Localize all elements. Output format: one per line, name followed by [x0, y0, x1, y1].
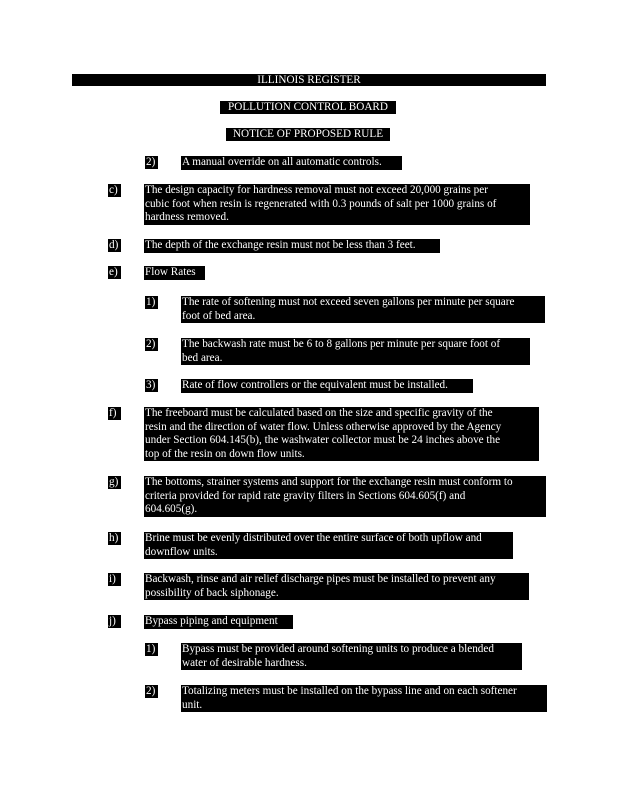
item-line: Brine must be evenly distributed over the entire surface of both upflow and — [145, 532, 482, 544]
item-line: foot of bed area. — [182, 309, 256, 322]
item-line: The freeboard must be calculated based on the size and specific gravity of the — [145, 407, 493, 419]
item-marker: d) — [108, 239, 121, 252]
item-text — [144, 615, 293, 629]
item-text — [144, 184, 530, 225]
item-line: The rate of softening must not exceed seven gallons per minute per square — [182, 296, 515, 308]
item-line: 604.605(g). — [145, 503, 198, 516]
item-text — [144, 407, 539, 461]
item-marker: 1) — [145, 296, 158, 309]
item-text — [181, 685, 547, 712]
item-text — [144, 239, 440, 253]
header-register: ILLINOIS REGISTER — [257, 74, 361, 86]
item-marker: i) — [108, 573, 121, 586]
item-line: Bypass must be provided around softening units to produce a blended — [182, 643, 494, 655]
item-marker: 1) — [145, 643, 158, 656]
item-line: The bottoms, strainer systems and support for the exchange resin must conform to — [145, 476, 513, 488]
item-line: top of the resin on down flow units. — [145, 447, 305, 460]
item-line: resin and the direction of water flow. Unless otherwise approved by the Agency — [145, 420, 502, 433]
item-text — [181, 643, 522, 670]
item-marker: e) — [108, 266, 121, 279]
item-line: bed area. — [182, 351, 223, 364]
item-text — [181, 156, 402, 170]
item-marker: 2) — [145, 338, 158, 351]
item-text — [144, 532, 513, 559]
item-line: downflow units. — [145, 545, 218, 558]
item-line: Totalizing meters must be installed on the bypass line and on each softener — [182, 685, 517, 697]
item-marker: 3) — [145, 379, 158, 392]
item-text — [144, 573, 529, 600]
item-marker: g) — [108, 476, 121, 489]
item-marker: 2) — [145, 156, 158, 169]
item-marker: c) — [108, 184, 121, 197]
header-notice: NOTICE OF PROPOSED RULE — [226, 128, 390, 141]
item-line: Flow Rates — [145, 266, 196, 278]
item-line: The depth of the exchange resin must not be less than 3 feet. — [145, 239, 416, 251]
item-line: The backwash rate must be 6 to 8 gallons per minute per square foot of — [182, 338, 501, 350]
item-line: A manual override on all automatic controls. — [182, 156, 382, 168]
item-line: water of desirable hardness. — [182, 656, 307, 669]
header-board: POLLUTION CONTROL BOARD — [220, 101, 396, 114]
item-marker: h) — [108, 532, 121, 545]
item-line: Bypass piping and equipment — [145, 615, 278, 627]
item-text — [144, 266, 205, 280]
item-line: criteria provided for rapid rate gravity filters in Sections 604.605(f) and — [145, 489, 466, 502]
item-text — [181, 379, 473, 393]
item-marker: 2) — [145, 685, 158, 698]
item-marker: j) — [108, 615, 121, 628]
item-text — [181, 296, 545, 323]
item-text — [144, 476, 546, 517]
item-line: The design capacity for hardness removal must not exceed 20,000 grains per — [145, 184, 488, 196]
item-line: cubic foot when resin is regenerated with 0.3 pounds of salt per 1000 grains of — [145, 197, 497, 210]
item-line: possibility of back siphonage. — [145, 586, 279, 599]
item-line: under Section 604.145(b), the washwater collector must be 24 inches above the — [145, 434, 501, 447]
item-line: hardness removed. — [145, 211, 229, 224]
item-line: Backwash, rinse and air relief discharge pipes must be installed to prevent any — [145, 573, 496, 585]
item-text — [181, 338, 530, 365]
item-marker: f) — [108, 407, 121, 420]
item-line: unit. — [182, 698, 203, 711]
item-line: Rate of flow controllers or the equivalent must be installed. — [182, 379, 448, 391]
